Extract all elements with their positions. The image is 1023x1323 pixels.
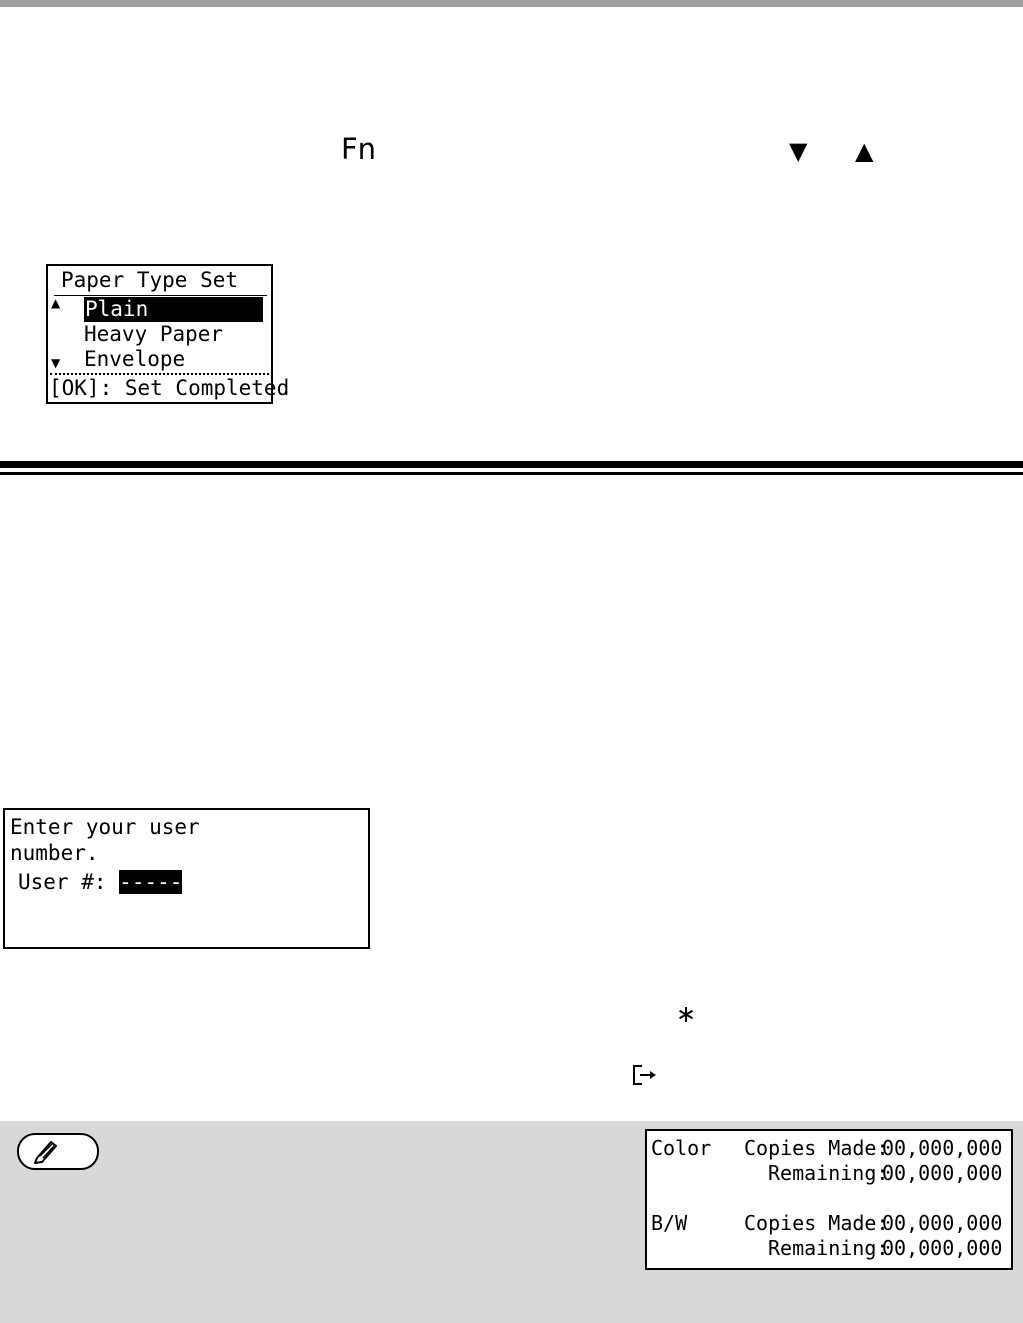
copy-counter-screen: [645, 1129, 1013, 1270]
paper-type-title: Paper Type Set: [61, 268, 239, 292]
fn-key-glyph: Fn: [341, 132, 377, 166]
user-number-input[interactable]: -----: [119, 870, 183, 894]
user-number-row: [18, 870, 182, 895]
color-remaining-value: 00,000,000: [882, 1161, 1003, 1185]
up-arrow-key-icon: ▲: [855, 137, 874, 165]
paper-type-item-plain[interactable]: Plain: [84, 297, 263, 322]
user-prompt-line-1: Enter your user: [10, 815, 200, 839]
bw-copies-made-value: 00,000,000: [882, 1211, 1003, 1235]
user-number-label: User #:: [18, 870, 107, 894]
color-remaining-label: Remaining:: [768, 1161, 889, 1185]
scroll-down-icon: ▼: [51, 356, 61, 370]
paper-type-item-envelope[interactable]: Envelope: [84, 347, 186, 371]
bw-label: B/W: [651, 1211, 688, 1235]
scroll-up-icon: ▲: [51, 296, 61, 310]
color-copies-made-label: Copies Made:: [744, 1136, 889, 1160]
title-underline: [54, 295, 267, 296]
bw-remaining-label: Remaining:: [768, 1236, 889, 1260]
bw-copies-made-label: Copies Made:: [744, 1211, 889, 1235]
logout-icon: [632, 1064, 660, 1086]
star-key-icon: ∗: [676, 1000, 697, 1028]
top-bar: [0, 0, 1023, 7]
bw-remaining-value: 00,000,000: [882, 1236, 1003, 1260]
user-number-screen: [3, 808, 370, 949]
paper-type-item-heavy-paper[interactable]: Heavy Paper: [84, 322, 224, 346]
paper-type-set-screen: [46, 264, 290, 404]
section-divider-thin: [0, 472, 1023, 475]
color-copies-made-value: 00,000,000: [882, 1136, 1003, 1160]
dotted-separator: [50, 373, 269, 375]
section-divider-thick: [0, 461, 1023, 468]
down-arrow-key-icon: ▼: [789, 137, 808, 165]
color-label: Color: [651, 1136, 712, 1160]
note-badge: [17, 1133, 99, 1170]
user-prompt-line-2: number.: [10, 841, 99, 865]
pencil-note-icon: [31, 1138, 61, 1164]
paper-type-footer: [OK]: Set Completed: [49, 376, 290, 400]
